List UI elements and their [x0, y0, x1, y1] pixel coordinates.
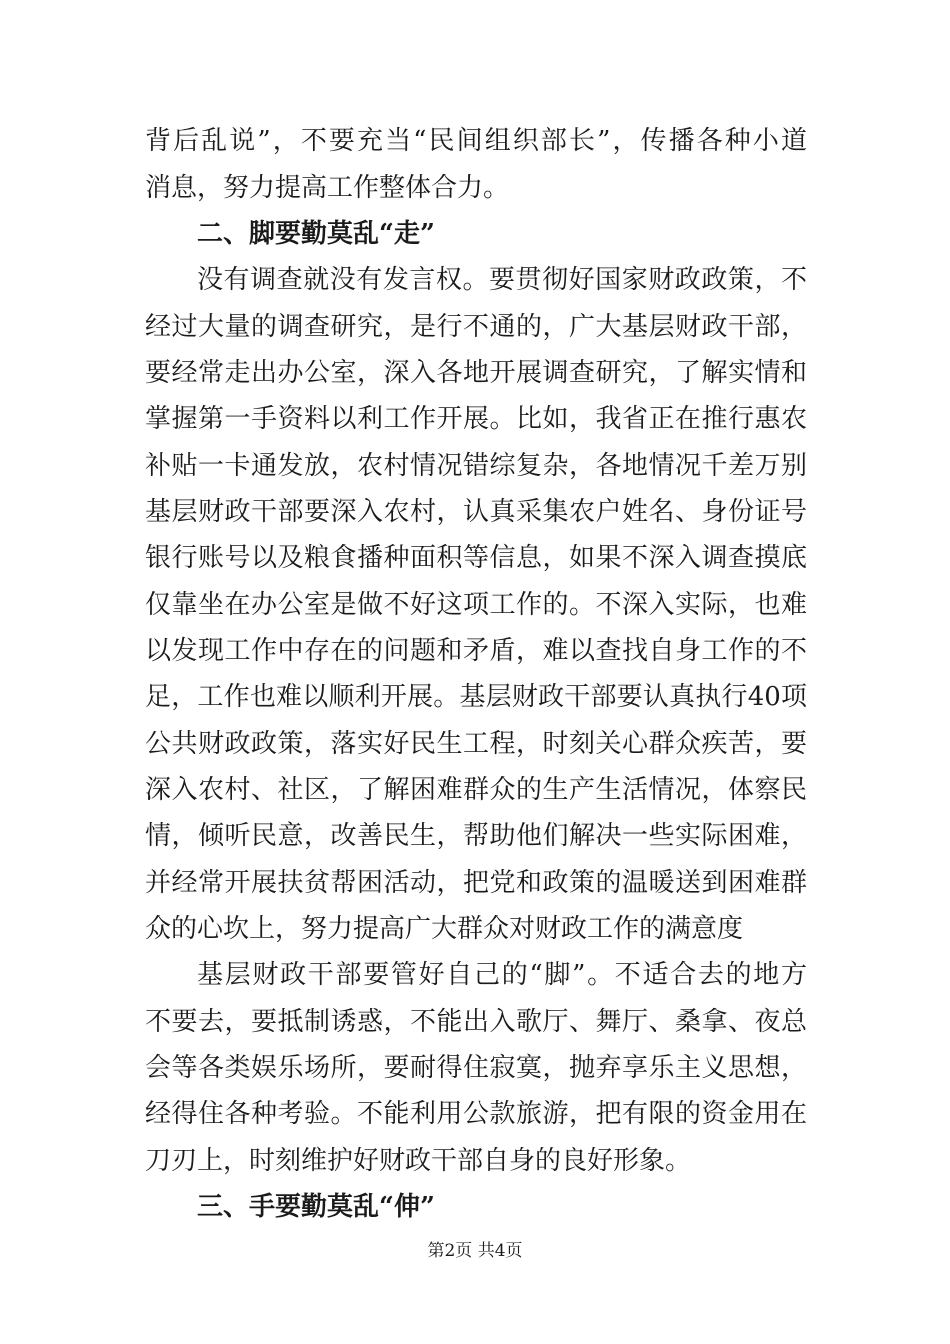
section-heading-2: 二、脚要勤莫乱“走” — [197, 219, 435, 249]
body-line-16: 情，倾听民意，改善民生，帮助他们解决一些实际困难， — [145, 821, 807, 851]
body-line-9: 基层财政干部要深入农村，认真采集农户姓名、身份证号 — [145, 497, 807, 527]
body-line-10: 银行账号以及粮食播种面积等信息，如果不深入调查摸底 — [145, 543, 807, 573]
body-line-23: 刀刃上，时刻维护好财政干部自身的良好形象。 — [145, 1146, 692, 1176]
body-line-11: 仅靠坐在办公室是做不好这项工作的。不深入实际，也难 — [145, 590, 807, 620]
body-line-13: 足，工作也难以顺利开展。基层财政干部要认真执行40项 — [145, 682, 807, 712]
body-line-14: 公共财政政策，落实好民生工程，时刻关心群众疾苦，要 — [145, 729, 807, 759]
body-line-19: 基层财政干部要管好自己的“脚”。不适合去的地方 — [197, 960, 807, 990]
body-line-15: 深入农村、社区，了解困难群众的生产生活情况，体察民 — [145, 775, 807, 805]
body-line-18: 众的心坎上，努力提高广大群众对财政工作的满意度 — [145, 914, 744, 944]
page-number-footer: 第2页 共4页 — [427, 1241, 523, 1261]
body-line-2: 消息，努力提高工作整体合力。 — [145, 173, 510, 203]
body-line-22: 经得住各种考验。不能利用公款旅游，把有限的资金用在 — [145, 1099, 807, 1129]
body-line-17: 并经常开展扶贫帮困活动，把党和政策的温暖送到困难群 — [145, 868, 807, 898]
body-line-12: 以发现工作中存在的问题和矛盾，难以查找自身工作的不 — [145, 636, 807, 666]
body-line-6: 要经常走出办公室，深入各地开展调查研究，了解实情和 — [145, 358, 807, 388]
body-line-20: 不要去，要抵制诱惑，不能出入歌厅、舞厅、桑拿、夜总 — [145, 1007, 807, 1037]
body-line-7: 掌握第一手资料以利工作开展。比如，我省正在推行惠农 — [145, 404, 807, 434]
section-heading-3: 三、手要勤莫乱“伸” — [197, 1192, 435, 1222]
body-line-8: 补贴一卡通发放，农村情况错综复杂，各地情况千差万别 — [145, 451, 807, 481]
body-line-1: 背后乱说”，不要充当“民间组织部长”，传播各种小道 — [145, 126, 807, 156]
body-line-5: 经过大量的调查研究，是行不通的，广大基层财政干部， — [145, 312, 807, 342]
body-line-4: 没有调查就没有发言权。要贯彻好国家财政政策，不 — [197, 265, 807, 295]
body-line-21: 会等各类娱乐场所，要耐得住寂寞，抛弃享乐主义思想， — [145, 1053, 807, 1083]
